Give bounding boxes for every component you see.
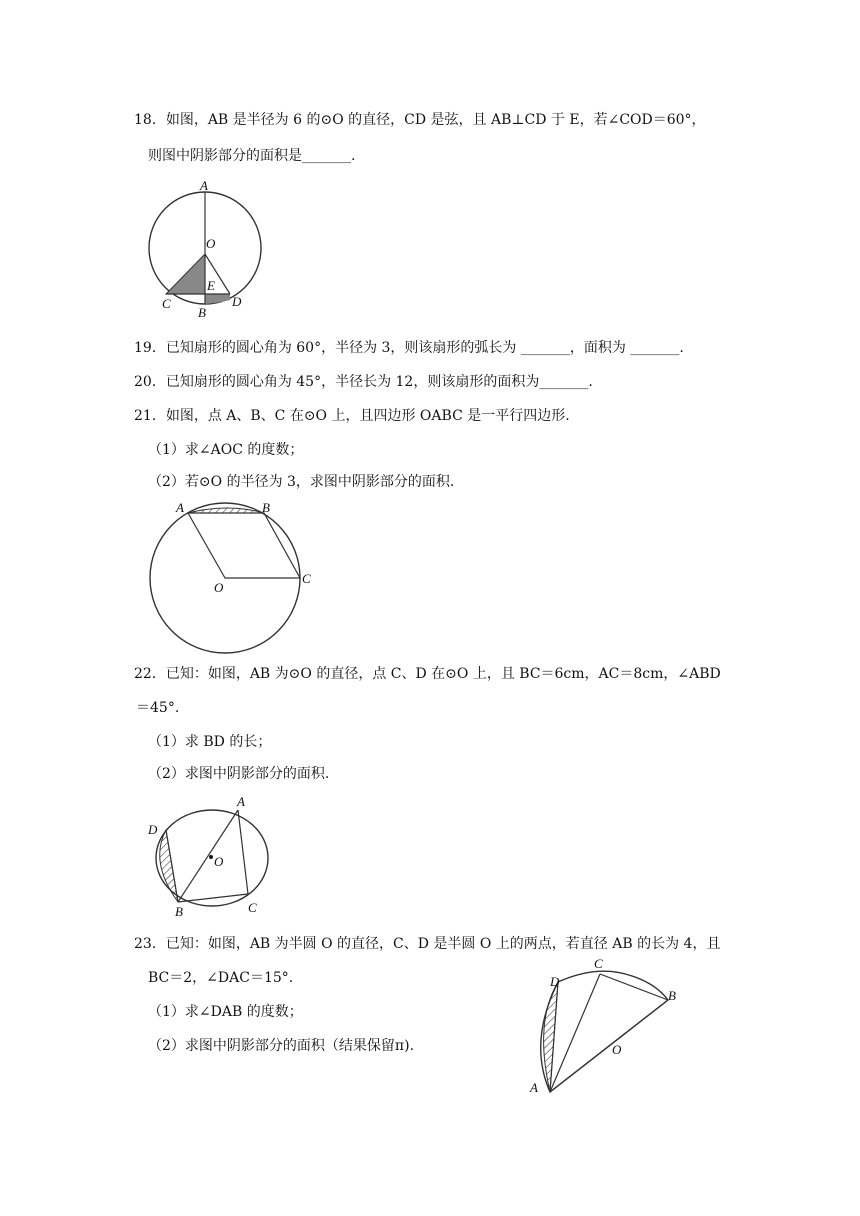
- q21-line1: 21．如图，点 A、B、C 在⊙O 上，且四边形 OABC 是一平行四边形.: [134, 408, 570, 424]
- q23-label-A: A: [530, 1080, 538, 1095]
- q18-shaded-segment: [205, 294, 230, 304]
- q18-label-C: C: [162, 296, 171, 311]
- q22-part2: （2）求图中阴影部分的面积.: [148, 766, 330, 782]
- q23-label-B: B: [668, 988, 676, 1003]
- q22-chord-AC: [238, 810, 248, 894]
- q22-figure: [140, 792, 280, 920]
- q22-line1: 22．已知：如图，AB 为⊙O 的直径，点 C、D 在⊙O 上，且 BC＝6cm，AC＝8cm，∠ABD: [134, 666, 721, 682]
- q22-label-A: A: [237, 794, 245, 809]
- q21-label-B: B: [262, 500, 270, 515]
- q21-label-C: C: [302, 571, 311, 586]
- q22-part1: （1）求 BD 的长；: [148, 734, 272, 750]
- q22-diameter-AB: [178, 810, 238, 902]
- q18-line1: 18．如图，AB 是半径为 6 的⊙O 的直径，CD 是弦，且 AB⊥CD 于 E，若∠COD＝60°，: [134, 112, 706, 128]
- q18-line2: 则图中阴影部分的面积是_______.: [148, 148, 356, 164]
- q21-parallelogram: [188, 513, 300, 578]
- q23-part1: （1）求∠DAB 的度数；: [148, 1004, 303, 1020]
- q18-label-A: A: [200, 178, 208, 193]
- q21-figure: [140, 496, 320, 658]
- q22-shaded-segment: [160, 830, 178, 902]
- q22-label-D: D: [148, 822, 158, 837]
- q23-figure: [520, 952, 690, 1100]
- q18-label-O: O: [206, 236, 216, 251]
- q18-label-E: E: [207, 278, 215, 293]
- q22-center-dot: [209, 855, 213, 859]
- q23-diameter-AB: [550, 1000, 668, 1092]
- q23-label-C: C: [594, 956, 603, 971]
- q23-line1: 23．已知：如图，AB 为半圆 O 的直径，C、D 是半圆 O 上的两点，若直径 AB 的长为 4，且: [134, 936, 721, 952]
- q22-label-O: O: [214, 854, 224, 869]
- q20-line1: 20．已知扇形的圆心角为 45°，半径长为 12，则该扇形的面积为_______.: [134, 374, 593, 390]
- q23-label-D: D: [550, 974, 560, 989]
- q22-label-B: B: [175, 904, 183, 919]
- q21-part2: （2）若⊙O 的半径为 3，求图中阴影部分的面积.: [148, 474, 455, 490]
- q22-line2: ＝45°.: [136, 700, 180, 716]
- q23-chord-CB: [600, 974, 668, 1000]
- q23-part2: （2）求图中阴影部分的面积（结果保留π).: [148, 1038, 415, 1054]
- q22-label-C: C: [248, 900, 257, 915]
- q21-label-O: O: [214, 580, 224, 595]
- q21-label-A: A: [176, 500, 184, 515]
- q18-label-D: D: [232, 294, 242, 309]
- q19-line1: 19．已知扇形的圆心角为 60°，半径为 3，则该扇形的弧长为 _______，面积为 _______.: [134, 340, 684, 356]
- q18-figure: [140, 176, 270, 322]
- q23-line2: BC＝2，∠DAC＝15°.: [148, 970, 294, 986]
- q23-label-O: O: [612, 1042, 622, 1057]
- q23-semicircle: [541, 971, 668, 1092]
- q18-label-B: B: [198, 305, 206, 320]
- q18-shaded-triangle: [166, 254, 205, 294]
- q21-part1: （1）求∠AOC 的度数；: [148, 442, 304, 458]
